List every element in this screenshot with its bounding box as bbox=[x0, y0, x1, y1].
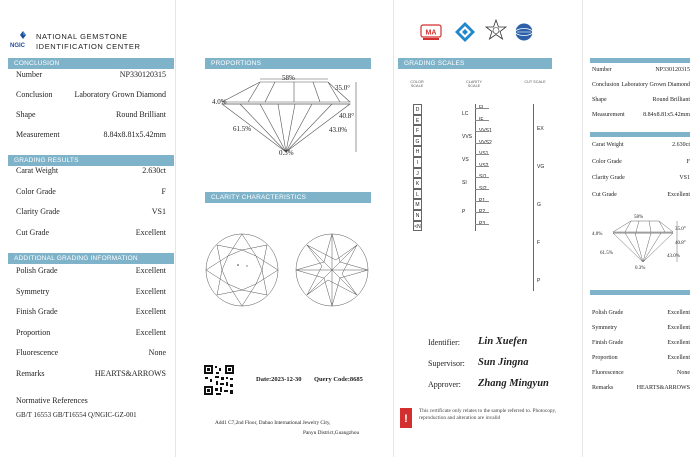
row-label: Shape bbox=[16, 110, 36, 119]
row-label: Clarity Grade bbox=[592, 175, 625, 181]
clarity-plot-crown bbox=[204, 232, 280, 308]
address-line2: Panyu District,Guangzhou bbox=[303, 430, 360, 436]
color-scale-cell: K bbox=[413, 178, 422, 189]
row-value: Excellent bbox=[667, 355, 690, 361]
prop-culet: 0.3% bbox=[279, 149, 294, 157]
color-scale-cell: I bbox=[413, 157, 422, 168]
clarity-tick bbox=[475, 201, 489, 202]
row-value: Laboratory Grown Diamond bbox=[74, 90, 166, 99]
stub-prop-crown-height: 4.0% bbox=[592, 232, 603, 237]
color-scale-cell: <N bbox=[413, 221, 422, 232]
row-label: Polish Grade bbox=[592, 310, 624, 316]
row-label: Remarks bbox=[592, 385, 614, 391]
prop-crown-angle: 35.0° bbox=[335, 84, 351, 92]
stub-additional-bar bbox=[590, 290, 690, 295]
svg-text:MA: MA bbox=[425, 29, 437, 37]
color-scale-cell: L bbox=[413, 189, 422, 200]
row-label: Polish Grade bbox=[16, 266, 58, 275]
org-name-line2: IDENTIFICATION CENTER bbox=[36, 42, 141, 51]
clarity-plot-pavilion bbox=[294, 232, 370, 308]
signature-name: Zhang Mingyun bbox=[478, 378, 549, 389]
fold-line bbox=[582, 0, 583, 457]
stub-prop-total-depth: 61.5% bbox=[600, 251, 613, 256]
row-label: Shape bbox=[592, 97, 607, 103]
row-value: Excellent bbox=[135, 227, 166, 237]
clarity-grade-label: VVS2 bbox=[479, 139, 492, 146]
prop-crown-height: 4.0% bbox=[212, 98, 227, 106]
row-label: Measurement bbox=[16, 130, 60, 139]
prop-table: 58% bbox=[282, 74, 295, 82]
ngic-logo-text: NGIC bbox=[10, 43, 25, 49]
row-value: Excellent bbox=[135, 286, 166, 296]
row-value: 2.630ct bbox=[672, 142, 690, 148]
clarity-tick bbox=[475, 108, 489, 109]
row-value: Excellent bbox=[135, 327, 166, 337]
signature-role: Approver: bbox=[428, 380, 461, 389]
clarity-tick bbox=[475, 177, 489, 178]
section-clarity-characteristics: CLARITY CHARACTERISTICS bbox=[205, 192, 371, 203]
row-label: Carat Weight bbox=[16, 166, 59, 175]
color-scale-header: COLOR SCALE bbox=[410, 80, 424, 88]
color-scale-cell: E bbox=[413, 115, 422, 126]
cut-grade-label: EX bbox=[537, 126, 544, 132]
row-value: Excellent bbox=[667, 191, 690, 198]
row-value: None bbox=[677, 370, 690, 376]
clarity-grade-label: IF bbox=[479, 116, 484, 123]
diamond-logo-icon bbox=[454, 21, 476, 43]
clarity-tick bbox=[475, 131, 489, 132]
ilac-icon bbox=[514, 22, 534, 42]
address-line1: Add1 C7,2nd Floor, Dahuo International Jewelry City, bbox=[215, 420, 331, 426]
row-label: Remarks bbox=[16, 368, 45, 378]
color-scale-cell: G bbox=[413, 136, 422, 147]
cut-grade-label: VG bbox=[537, 164, 545, 170]
cut-scale-header: CUT SCALE bbox=[524, 80, 546, 84]
row-value: NP330120315 bbox=[655, 67, 690, 73]
clarity-tick bbox=[475, 224, 489, 225]
signature-role: Identifier: bbox=[428, 338, 460, 347]
row-value: Excellent bbox=[667, 325, 690, 331]
color-scale-cell: D bbox=[413, 104, 422, 115]
clarity-tick bbox=[475, 154, 489, 155]
color-scale-cell: M bbox=[413, 199, 422, 210]
references-title: Normative References bbox=[16, 396, 88, 405]
row-label: Finish Grade bbox=[16, 307, 58, 316]
color-scale-cell: F bbox=[413, 125, 422, 136]
clarity-tick bbox=[475, 166, 489, 167]
prop-pavilion-angle: 40.8° bbox=[339, 112, 355, 120]
row-value: VS1 bbox=[679, 175, 690, 181]
query-code: Query Code:8685 bbox=[314, 376, 363, 383]
clarity-tick bbox=[475, 143, 489, 144]
row-value: Excellent bbox=[667, 340, 690, 346]
row-value: HEARTS&ARROWS bbox=[94, 368, 166, 378]
clarity-group-label: VS bbox=[462, 157, 469, 164]
issue-date: Date:2023-12-30 bbox=[256, 376, 302, 383]
fold-line bbox=[175, 0, 176, 457]
row-value: F bbox=[686, 158, 690, 165]
row-label: Symmetry bbox=[592, 325, 617, 331]
color-scale-cell: J bbox=[413, 168, 422, 179]
row-value: VS1 bbox=[151, 207, 166, 216]
row-label: Proportion bbox=[16, 327, 51, 337]
clarity-grade-label: FL bbox=[479, 105, 485, 111]
stub-prop-table: 58% bbox=[634, 215, 644, 220]
section-additional: ADDITIONAL GRADING INFORMATION bbox=[8, 253, 174, 264]
row-label: Number bbox=[16, 70, 43, 79]
clarity-grade-label: VS1 bbox=[479, 151, 489, 158]
ma-logo-icon bbox=[420, 21, 442, 43]
clarity-tick bbox=[475, 120, 489, 121]
section-grading-results: GRADING RESULTS bbox=[8, 155, 174, 166]
stub-prop-crown-angle: 35.0° bbox=[675, 227, 686, 232]
clarity-grade-label: P2 bbox=[479, 209, 486, 216]
row-label: Cut Grade bbox=[592, 191, 617, 198]
svg-text:!: ! bbox=[404, 413, 408, 425]
clarity-group-label: P bbox=[462, 209, 466, 216]
warning-icon bbox=[400, 408, 412, 428]
signature-name: Sun Jingna bbox=[478, 357, 529, 368]
clarity-grade-label: VVS1 bbox=[479, 128, 492, 135]
fold-line bbox=[393, 0, 394, 457]
stub-grading-bar bbox=[590, 132, 690, 137]
row-label: Conclusion bbox=[16, 90, 53, 99]
row-label: Proportion bbox=[592, 355, 618, 361]
notice-text: This certificate only relates to the sample referred to. Photocopy, reproduction and alteration are invalid bbox=[419, 408, 557, 421]
signature-name: Lin Xuefen bbox=[478, 336, 528, 347]
row-value: NP330120315 bbox=[119, 70, 166, 79]
row-label: Color Grade bbox=[592, 158, 622, 165]
row-value: None bbox=[148, 348, 166, 357]
prop-total-depth: 61.5% bbox=[233, 125, 252, 133]
qr-code bbox=[203, 364, 235, 396]
row-value: Round Brilliant bbox=[652, 97, 690, 103]
row-label: Finish Grade bbox=[592, 340, 624, 346]
clarity-grade-label: P1 bbox=[479, 197, 486, 204]
clarity-tick bbox=[475, 212, 489, 213]
row-label: Color Grade bbox=[16, 186, 56, 196]
stub-prop-culet: 0.3% bbox=[635, 266, 646, 271]
clarity-tick bbox=[475, 189, 489, 190]
row-label: Carat Weight bbox=[592, 142, 624, 148]
row-label: Clarity Grade bbox=[16, 207, 60, 216]
clarity-group-label: SI bbox=[462, 180, 467, 187]
row-label: Cut Grade bbox=[16, 227, 50, 237]
row-value: Excellent bbox=[135, 266, 166, 275]
references-codes: GB/T 16553 GB/T16554 Q/NGIC-GZ-001 bbox=[16, 411, 137, 419]
row-value: 8.84x8.81x5.42mm bbox=[643, 112, 690, 118]
row-value: Round Brilliant bbox=[116, 110, 166, 119]
cnas-star-icon bbox=[485, 19, 507, 43]
section-grading-scales: GRADING SCALES bbox=[398, 58, 552, 69]
cut-scale-bar bbox=[533, 104, 534, 291]
row-label: Conclusion bbox=[592, 82, 620, 88]
row-label: Measurement bbox=[592, 112, 625, 118]
clarity-group-label: LC bbox=[462, 110, 469, 117]
row-value: 2.630ct bbox=[142, 166, 166, 175]
row-value: HEARTS&ARROWS bbox=[636, 385, 690, 391]
cut-grade-label: G bbox=[537, 202, 541, 208]
cut-grade-label: P bbox=[537, 278, 541, 284]
section-proportions: PROPORTIONS bbox=[205, 58, 371, 69]
org-name-line1: NATIONAL GEMSTONE bbox=[36, 32, 128, 41]
stub-top-bar bbox=[590, 58, 690, 63]
color-scale-cell: H bbox=[413, 146, 422, 157]
clarity-grade-label: SI2 bbox=[479, 185, 487, 192]
clarity-grade-label: SI1 bbox=[479, 174, 487, 181]
stub-prop-pavilion-angle: 40.8° bbox=[675, 241, 686, 246]
row-value: F bbox=[161, 186, 166, 196]
row-label: Fluorescence bbox=[16, 348, 59, 357]
row-value: 8.84x8.81x5.42mm bbox=[103, 130, 166, 139]
row-label: Fluorescence bbox=[592, 370, 624, 376]
cut-grade-label: F bbox=[537, 240, 541, 246]
row-value: Laboratory Grown Diamond bbox=[621, 82, 690, 88]
row-label: Number bbox=[592, 67, 612, 73]
signature-role: Supervisor: bbox=[428, 359, 465, 368]
row-label: Symmetry bbox=[16, 286, 50, 296]
stub-prop-pavilion-depth: 43.0% bbox=[667, 254, 680, 259]
clarity-grade-label: VS2 bbox=[479, 162, 489, 169]
row-value: Excellent bbox=[135, 307, 166, 316]
prop-pavilion-depth: 43.0% bbox=[329, 126, 348, 134]
color-scale-cell: N bbox=[413, 210, 422, 221]
clarity-group-label: VVS bbox=[462, 133, 473, 140]
section-conclusion: CONCLUSION bbox=[8, 58, 174, 69]
clarity-grade-label: P3 bbox=[479, 220, 486, 227]
ngic-logo-icon bbox=[12, 30, 34, 44]
row-value: Excellent bbox=[667, 310, 690, 316]
clarity-scale-header: CLARITY SCALE bbox=[465, 80, 483, 88]
